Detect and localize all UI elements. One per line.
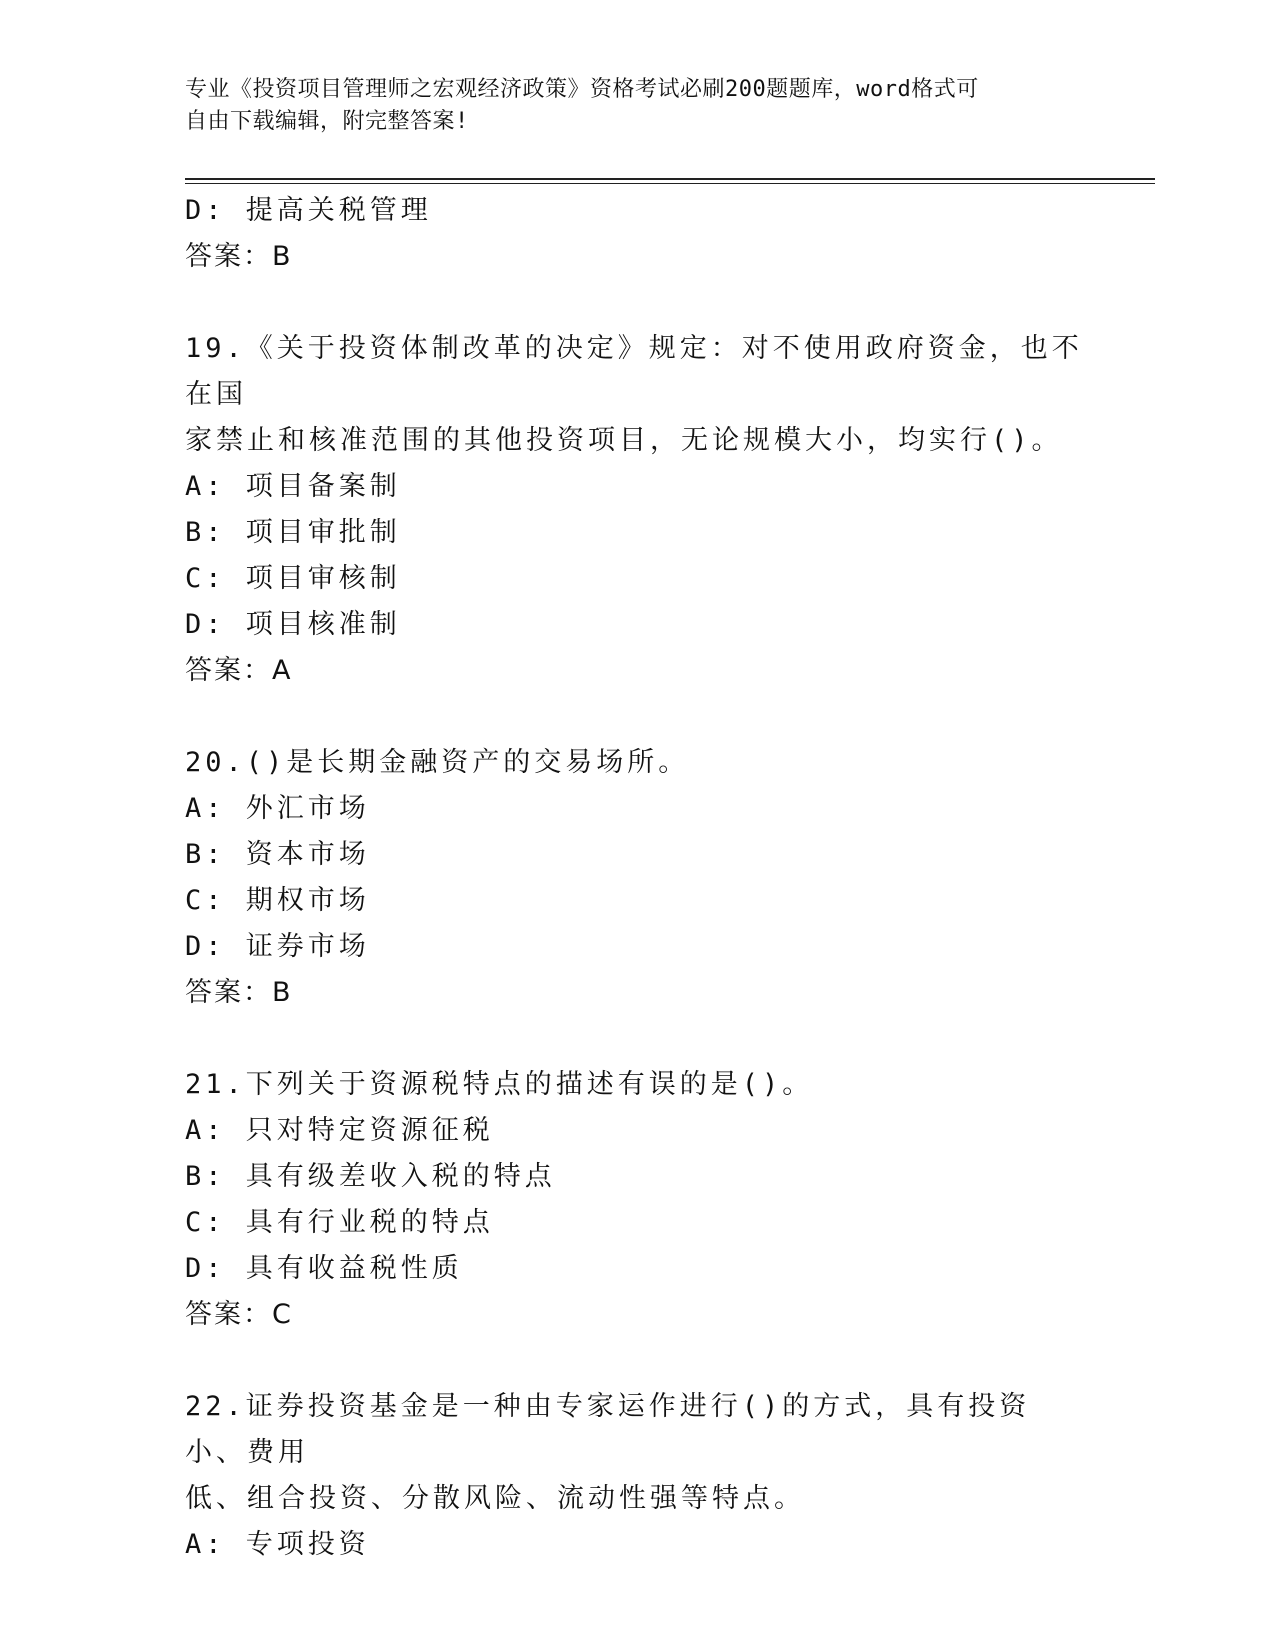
option-d: D: 项目核准制 <box>185 609 401 640</box>
header-title-line-1: 专业《投资项目管理师之宏观经济政策》资格考试必刷200题题库，word格式可 <box>185 77 979 102</box>
option-a: A: 项目备案制 <box>185 471 401 502</box>
question-stem-line-2: 低、组合投资、分散风险、流动性强等特点。 <box>185 1483 805 1514</box>
answer-line: 答案：C <box>185 1299 293 1330</box>
spacer <box>185 1338 1085 1384</box>
option-c: C: 期权市场 <box>185 885 370 916</box>
spacer <box>185 1016 1085 1062</box>
question-stem-line-1: 22.证券投资基金是一种由专家运作进行()的方式，具有投资小、费用 <box>185 1391 1031 1468</box>
option-a: A: 外汇市场 <box>185 793 370 824</box>
option-a: A: 专项投资 <box>185 1529 370 1560</box>
option-d: D: 提高关税管理 <box>185 195 432 226</box>
option-b: B: 具有级差收入税的特点 <box>185 1161 556 1192</box>
question-20 <box>185 740 1085 1016</box>
question-19 <box>185 326 1085 694</box>
header-title-line-2: 自由下载编辑，附完整答案! <box>185 109 469 134</box>
question-stem-line-1: 19.《关于投资体制改革的决定》规定：对不使用政府资金，也不在国 <box>185 333 1083 410</box>
header-divider-thin <box>185 183 1155 184</box>
answer-line: 答案：B <box>185 241 293 272</box>
option-a: A: 只对特定资源征税 <box>185 1115 494 1146</box>
option-b: B: 项目审批制 <box>185 517 401 548</box>
question-21 <box>185 1062 1085 1338</box>
question-stem-line-2: 家禁止和核准范围的其他投资项目，无论规模大小，均实行()。 <box>185 425 1063 456</box>
answer-line: 答案：B <box>185 977 293 1008</box>
document-header <box>185 74 1065 138</box>
option-c: C: 具有行业税的特点 <box>185 1207 494 1238</box>
header-divider-thick <box>185 178 1155 180</box>
option-d: D: 具有收益税性质 <box>185 1253 463 1284</box>
option-d: D: 证券市场 <box>185 931 370 962</box>
question-22 <box>185 1384 1085 1568</box>
option-b: B: 资本市场 <box>185 839 370 870</box>
option-c: C: 项目审核制 <box>185 563 401 594</box>
question-stem-line-1: 20.()是长期金融资产的交易场所。 <box>185 747 690 778</box>
question-18-tail <box>185 188 1085 280</box>
question-stem-line-1: 21.下列关于资源税特点的描述有误的是()。 <box>185 1069 814 1100</box>
spacer <box>185 280 1085 326</box>
question-list <box>185 188 1085 1568</box>
answer-line: 答案：A <box>185 655 293 686</box>
spacer <box>185 694 1085 740</box>
